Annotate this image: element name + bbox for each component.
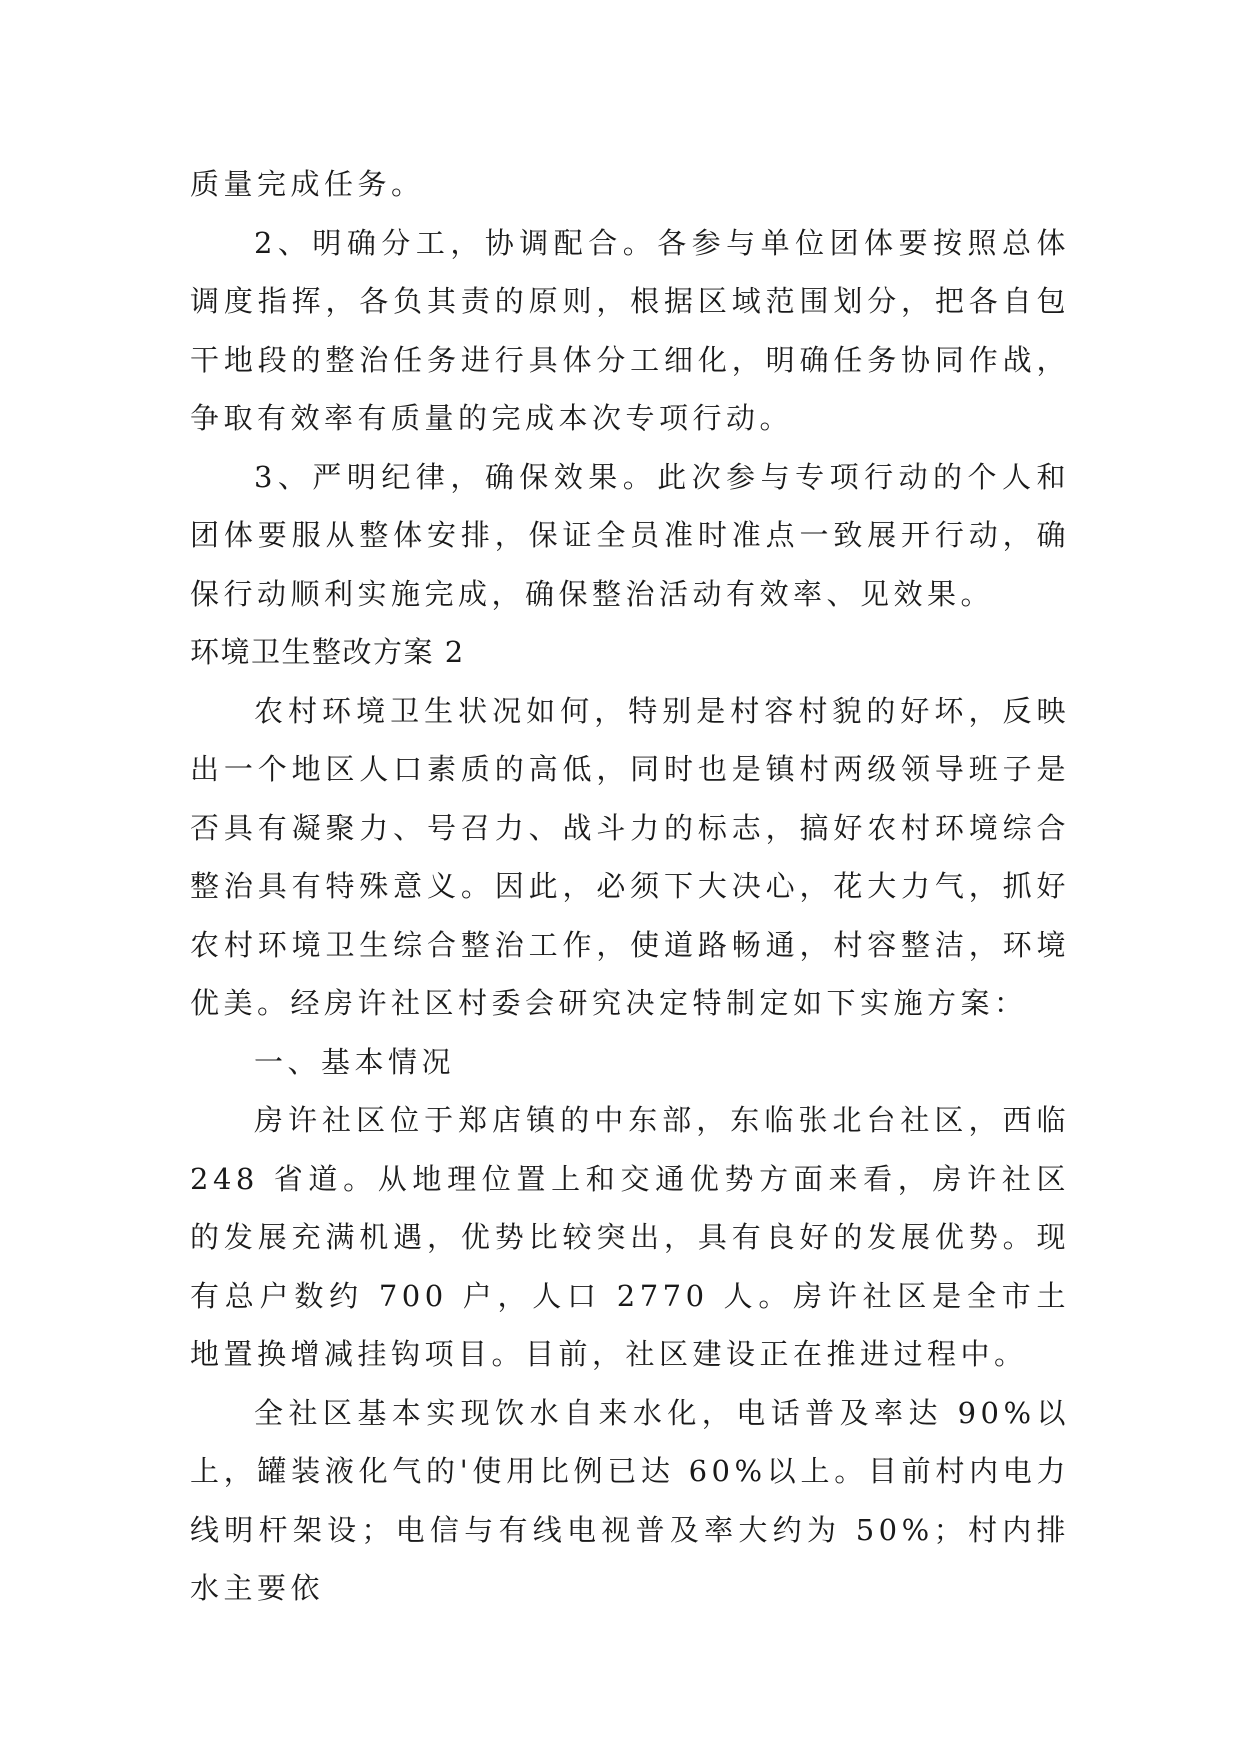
paragraph: 全社区基本实现饮水自来水化，电话普及率达 90%以上，罐装液化气的'使用比例已达 60%以上。目前村内电力线明杆架设；电信与有线电视普及率大约为 50%；村内排水主要依 <box>190 1395 1070 1605</box>
paragraph: 农村环境卫生状况如何，特别是村容村貌的好坏，反映出一个地区人口素质的高低，同时也是镇村两级领导班子是否具有凝聚力、号召力、战斗力的标志，搞好农村环境综合整治具有特殊意义。因此，必须下大决心，花大力气，抓好农村环境卫生综合整治工作，使道路畅通，村容整洁，环境优美。经房许社区村委会研究决定特制定如下实施方案： <box>190 693 1070 1020</box>
paragraph: 房许社区位于郑店镇的中东部，东临张北台社区，西临 248 省道。从地理位置上和交通优势方面来看，房许社区的发展充满机遇，优势比较突出，具有良好的发展优势。现有总户数约 700 户，人口 2770 人。房许社区是全市土地置换增减挂钩项目。目前，社区建设正在推进过程中。 <box>190 1103 1070 1371</box>
paragraph: 2、明确分工，协调配合。各参与单位团体要按照总体调度指挥，各负其责的原则，根据区域范围划分，把各自包干地段的整治任务进行具体分工细化，明确任务协同作战，争取有效率有质量的完成本次专项行动。 <box>190 225 1070 435</box>
paragraph: 3、严明纪律，确保效果。此次参与专项行动的个人和团体要服从整体安排，保证全员准时准点一致展开行动，确保行动顺利实施完成，确保整治活动有效率、见效果。 <box>190 459 1070 611</box>
subsection-heading: 一、基本情况 <box>254 1044 456 1079</box>
paragraph: 质量完成任务。 <box>190 167 425 201</box>
document-body <box>190 155 1070 1618</box>
section-heading: 环境卫生整改方案 2 <box>190 635 465 669</box>
